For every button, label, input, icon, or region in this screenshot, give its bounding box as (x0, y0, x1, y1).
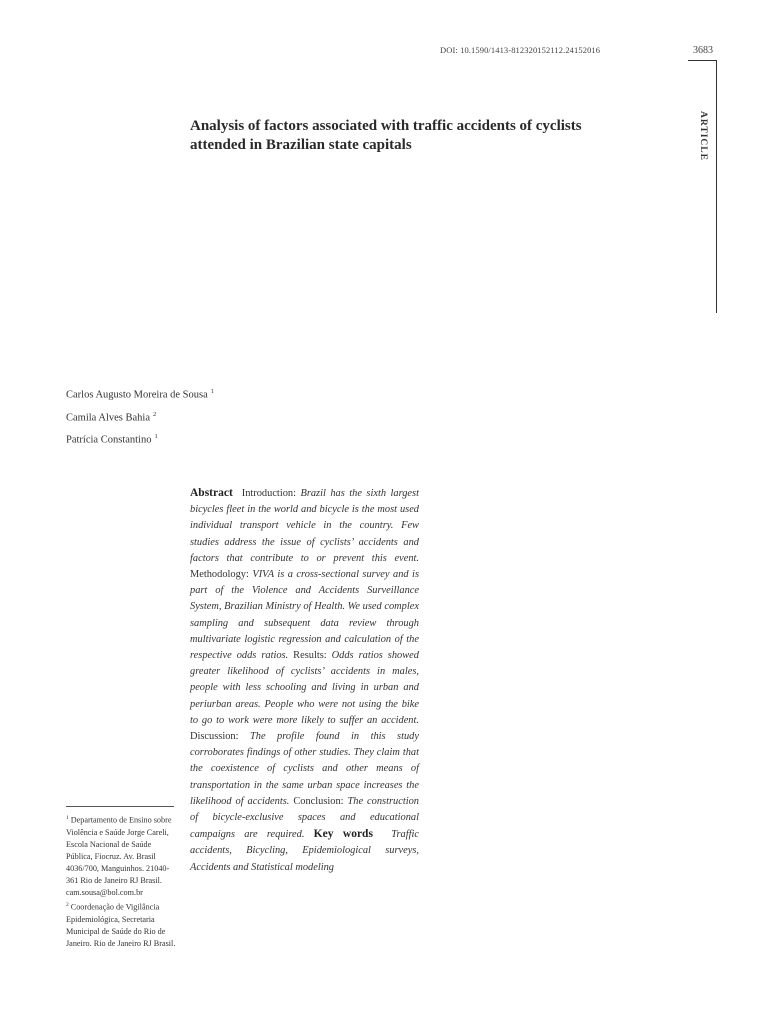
intro-label: Introduction: (241, 488, 296, 499)
footnote-rule (66, 806, 174, 807)
author-item (66, 405, 214, 428)
author-item (66, 382, 214, 405)
keywords-text: Traffic accidents, Bicycling, Epidemiological surveys, Accidents and Statistical modeling (190, 829, 419, 873)
intro-text: Brazil has the sixth largest bicycles fleet in the world and bicycle is the most used individual transport vehicle in the country. Few studies address the issue of cyclists’ accidents and factors that contribute to or prevent this event. (190, 488, 419, 564)
author-affiliation: 2 (153, 410, 157, 418)
header-rule-horizontal (688, 60, 717, 61)
page-number: 3683 (693, 45, 713, 56)
results-label: Results: (293, 650, 327, 662)
doi-text: DOI: 10.1590/1413-812320152112.24152016 (440, 45, 601, 55)
article-title: Analysis of factors associated with traffic accidents of cyclists attended in Brazilian state capitals (190, 118, 582, 153)
footnote-number: 1 (66, 815, 69, 821)
author-affiliation: 1 (210, 388, 214, 395)
author-name: Carlos Augusto Moreira de Sousa (66, 389, 208, 401)
results-text: Odds ratios showed greater likelihood of cyclists’ accidents in males, people with less schooling and living in urban and periurban areas. People who were not using the bike to go to work were more likely to suffer an accident. (190, 650, 419, 726)
section-tag: ARTICLE (698, 111, 708, 161)
author-name: Patrícia Constantino (66, 434, 152, 446)
author-name: Camila Alves Bahia (66, 412, 150, 423)
footnote-item (66, 899, 178, 950)
abstract-label: Abstract (190, 487, 233, 499)
methods-text: VIVA is a cross-sectional survey and is part of the Violence and Accidents Surveillance System, Brazilian Ministry of Health. We used complex sampling and subsequent data review through multivariate logistic regression and calculation of the respective odds ratios. (190, 569, 419, 662)
footnote-number: 2 (66, 902, 69, 909)
footnote-text: Departamento de Ensino sobre Violência e Saúde Jorge Careli, Escola Nacional de Saúde Pública, Fiocruz. Av. Brasil 4036/700, Manguinhos. 21040-361 Rio de Janeiro RJ Brasil. cam.sousa@bol.com.br (66, 815, 172, 898)
footnote-item (66, 812, 178, 899)
author-item (66, 427, 214, 450)
methods-label: Methodology: (190, 569, 249, 581)
conclusion-text: The construction of bicycle-exclusive spaces and educational campaigns are required. (190, 795, 419, 841)
footnote-text: Coordenação de Vigilância Epidemiológica, Secretaria Municipal de Saúde do Rio de Janeiro. Rio de Janeiro RJ Brasil. (66, 903, 176, 949)
keywords-label: Key words (313, 828, 373, 841)
discussion-label: Discussion: (190, 731, 239, 743)
conclusion-label: Conclusion: (293, 795, 344, 807)
discussion-text: The profile found in this study corroborates findings of other studies. They claim that the coexistence of cyclists and other means of transportation in the same urban space increases the likelihood of accidents. (190, 731, 419, 807)
header-rule-vertical (716, 60, 717, 313)
abstract-block (190, 485, 419, 876)
author-affiliation: 1 (154, 433, 158, 440)
author-list (66, 382, 214, 450)
affiliation-footnotes (66, 812, 178, 951)
